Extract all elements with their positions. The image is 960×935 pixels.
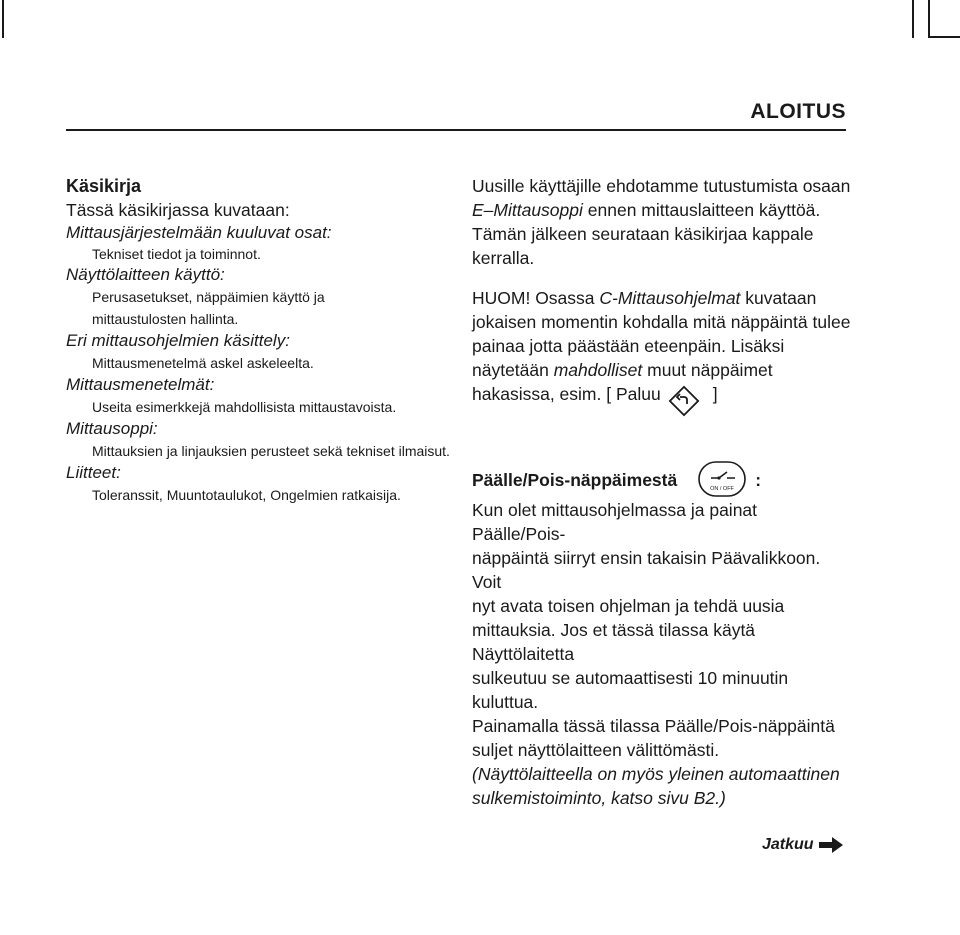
manual-intro: Tässä käsikirjassa kuvataan: bbox=[66, 200, 290, 220]
header-rule bbox=[66, 129, 846, 131]
onoff-heading-line: Päälle/Pois-näppäimestä ON / OFF : bbox=[472, 460, 852, 498]
back-key-icon bbox=[667, 384, 701, 418]
toc-desc: Mittauksien ja linjauksien perusteet sekä tekniset ilmaisut. bbox=[92, 443, 450, 459]
auto-off-note-line: sulkemistoiminto, katso sivu B2.) bbox=[472, 788, 726, 808]
crop-mark-top-left bbox=[2, 0, 4, 38]
toc-desc: Perusasetukset, näppäimien käyttö ja bbox=[92, 289, 325, 305]
toc-heading: Näyttölaitteen käyttö: bbox=[66, 265, 225, 284]
note-paragraph-line: näytetään mahdolliset muut näppäimet bbox=[472, 360, 773, 380]
onoff-paragraph-line: mittauksia. Jos et tässä tilassa käytä Näyttölaitetta bbox=[472, 620, 756, 664]
continue-arrow-icon bbox=[818, 834, 844, 856]
toc-heading: Eri mittausohjelmien käsittely: bbox=[66, 331, 290, 350]
onoff-paragraph-line: Kun olet mittausohjelmassa ja painat Päälle/Pois- bbox=[472, 500, 758, 544]
continue-label: Jatkuu bbox=[762, 836, 814, 853]
crop-mark-top-right-2 bbox=[928, 0, 930, 38]
crop-mark-top-right-1 bbox=[912, 0, 914, 38]
note-paragraph-line: hakasissa, esim. [ Paluu ] bbox=[472, 382, 852, 418]
toc-heading: Mittausoppi: bbox=[66, 419, 158, 438]
onoff-paragraph-line: näppäintä siirryt ensin takaisin Päävalikkoon. Voit bbox=[472, 548, 821, 592]
toc-desc: Tekniset tiedot ja toiminnot. bbox=[92, 246, 261, 262]
section-reference: C-Mittausohjelmat bbox=[599, 288, 741, 308]
section-title: ALOITUS bbox=[750, 100, 846, 123]
onoff-paragraph-line: Painamalla tässä tilassa Päälle/Pois-näppäintä bbox=[472, 716, 835, 736]
onoff-paragraph-line: nyt avata toisen ohjelman ja tehdä uusia bbox=[472, 596, 785, 616]
toc-heading: Liitteet: bbox=[66, 463, 121, 482]
toc-desc: mittaustulosten hallinta. bbox=[92, 311, 239, 327]
crop-mark-top-right-h bbox=[930, 36, 960, 38]
intro-paragraph-line: E–Mittausoppi ennen mittauslaitteen käyttöä. bbox=[472, 200, 821, 220]
manual-title: Käsikirja bbox=[66, 176, 142, 196]
note-paragraph-line: jokaisen momentin kohdalla mitä näppäintä tulee bbox=[472, 312, 851, 332]
intro-paragraph-line: Uusille käyttäjille ehdotamme tutustumista osaan bbox=[472, 176, 851, 196]
toc-desc: Mittausmenetelmä askel askeleelta. bbox=[92, 355, 314, 371]
toc-desc: Toleranssit, Muuntotaulukot, Ongelmien ratkaisija. bbox=[92, 487, 401, 503]
onoff-heading: Päälle/Pois-näppäimestä bbox=[472, 470, 678, 490]
note-paragraph-line: HUOM! Osassa C-Mittausohjelmat kuvataan bbox=[472, 288, 817, 308]
intro-paragraph-line: kerralla. bbox=[472, 248, 535, 268]
onoff-paragraph-line: suljet näyttölaitteen välittömästi. bbox=[472, 740, 720, 760]
right-column bbox=[472, 174, 852, 810]
left-column bbox=[66, 174, 456, 506]
auto-off-note-line: (Näyttölaitteella on myös yleinen automaattinen bbox=[472, 764, 840, 784]
note-paragraph-line: painaa jotta päästään eteenpäin. Lisäksi bbox=[472, 336, 785, 356]
toc-heading: Mittausjärjestelmään kuuluvat osat: bbox=[66, 223, 332, 242]
toc-desc: Useita esimerkkejä mahdollisista mittaustavoista. bbox=[92, 399, 397, 415]
intro-paragraph-line: Tämän jälkeen seurataan käsikirjaa kappale bbox=[472, 224, 814, 244]
toc-heading: Mittausmenetelmät: bbox=[66, 375, 215, 394]
power-key-icon bbox=[697, 460, 747, 498]
section-reference: E–Mittausoppi bbox=[472, 200, 583, 220]
power-key-label: ON / OFF bbox=[710, 486, 735, 492]
onoff-paragraph-line: sulkeutuu se automaattisesti 10 minuutin kuluttua. bbox=[472, 668, 789, 712]
